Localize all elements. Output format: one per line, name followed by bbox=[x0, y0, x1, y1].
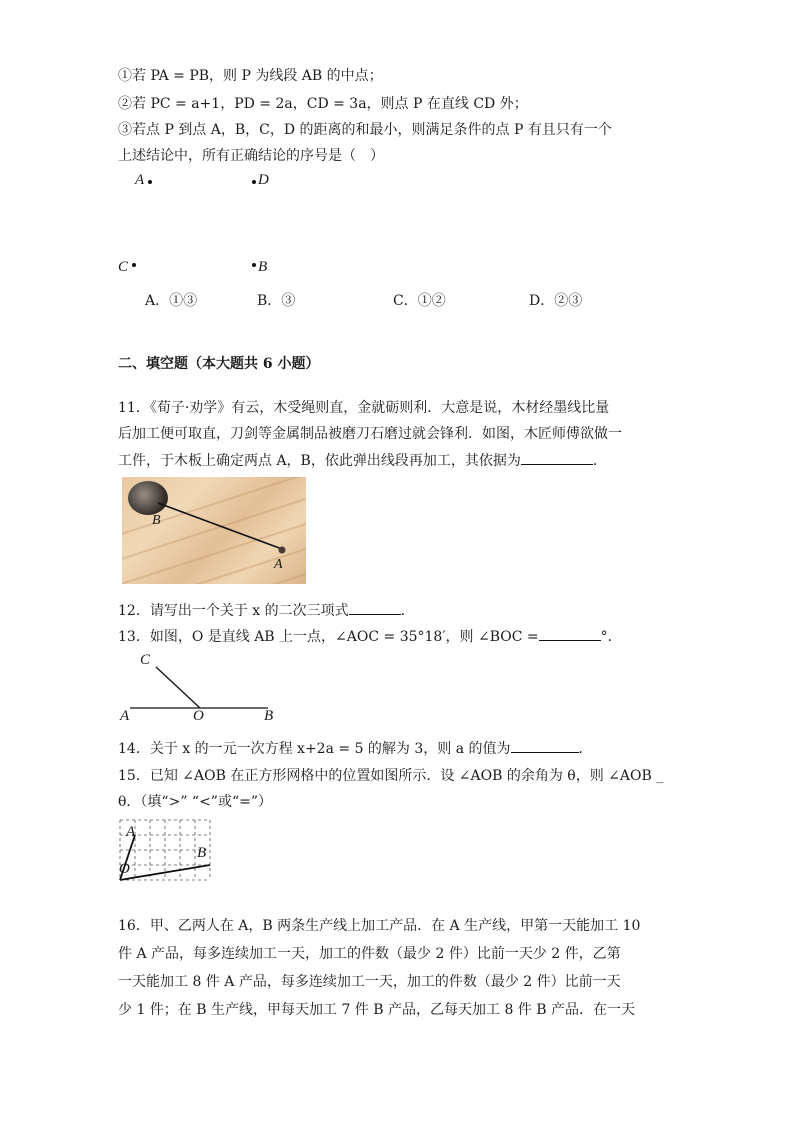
q14-line bbox=[118, 738, 593, 759]
point-label-c: C bbox=[118, 259, 129, 275]
section-heading: 二、填空题（本大题共 6 小题） bbox=[118, 356, 320, 372]
point-c-dot bbox=[132, 263, 136, 267]
q12-answer-blank[interactable] bbox=[349, 600, 401, 615]
q13-label-b: B bbox=[264, 708, 274, 724]
q12-text: 12．请写出一个关于 x 的二次三项式 bbox=[118, 603, 349, 619]
point-label-b: B bbox=[258, 259, 268, 275]
q11-line-3-end: ． bbox=[592, 453, 607, 469]
point-a-dot bbox=[148, 180, 152, 184]
q13-label-c: C bbox=[140, 652, 151, 668]
choice-d[interactable]: D．②③ bbox=[529, 293, 583, 309]
point-label-d: D bbox=[258, 172, 269, 188]
q11-answer-blank[interactable] bbox=[521, 450, 593, 465]
q10-question: 上述结论中，所有正确结论的序号是（ ） bbox=[118, 148, 384, 164]
q11-line-2: 后加工便可取直，刀剑等金属制品被磨刀石磨过就会锋利．如图，木匠师傅欲做一 bbox=[118, 426, 622, 442]
choice-b[interactable]: B．③ bbox=[257, 293, 296, 309]
q16-line-2: 件 A 产品，每多连续加工一天，加工的件数（最少 2 件）比前一天少 2 件，乙第 bbox=[118, 946, 621, 962]
q11-line-3 bbox=[118, 450, 607, 471]
q13-end: °． bbox=[600, 629, 622, 645]
q12-end: ． bbox=[400, 603, 415, 619]
q15-label-a: A bbox=[126, 824, 136, 840]
woodboard-photo bbox=[122, 477, 306, 584]
q16-line-4: 少 1 件；在 B 生产线，甲每天加工 7 件 B 产品，乙每天加工 8 件 B 产品．在一天 bbox=[118, 1002, 635, 1018]
q13-label-a: A bbox=[120, 708, 130, 724]
photo-label-a: A bbox=[274, 557, 283, 572]
q13-line bbox=[118, 626, 622, 647]
q10-statement-1: ①若 PA = PB，则 P 为线段 AB 的中点； bbox=[118, 68, 383, 84]
point-b-dot bbox=[252, 263, 256, 267]
q12-line bbox=[118, 600, 415, 621]
q13-text: 13．如图，O 是直线 AB 上一点，∠AOC = 35°18′，则 ∠BOC = bbox=[118, 629, 539, 645]
q11-line-1: 11．《荀子·劝学》有云，木受绳则直，金就砺则利．大意是说，木材经墨线比量 bbox=[118, 400, 610, 416]
q14-end: ． bbox=[578, 741, 593, 757]
q15-label-b: B bbox=[197, 845, 207, 861]
choice-c[interactable]: C．①② bbox=[393, 293, 446, 309]
q13-answer-blank[interactable] bbox=[539, 626, 601, 641]
q14-text: 14．关于 x 的一元一次方程 x+2a = 5 的解为 3，则 a 的值为 bbox=[118, 741, 511, 757]
choice-a[interactable]: A．①③ bbox=[145, 293, 198, 309]
photo-label-b: B bbox=[152, 513, 161, 528]
q16-line-3: 一天能加工 8 件 A 产品，每多连续加工一天，加工的件数（最少 2 件）比前一天 bbox=[118, 974, 621, 990]
q10-statement-2: ②若 PC = a+1，PD = 2a，CD = 3a，则点 P 在直线 CD 外； bbox=[118, 96, 528, 112]
point-d-dot bbox=[252, 180, 256, 184]
q15-label-o: O bbox=[119, 861, 130, 877]
q14-answer-blank[interactable] bbox=[511, 738, 579, 753]
q16-line-1: 16．甲、乙两人在 A，B 两条生产线上加工产品．在 A 生产线，甲第一天能加工 10 bbox=[118, 918, 641, 934]
q13-label-o: O bbox=[193, 708, 204, 724]
q15-line-2: θ．（填“>” “<”或“=”） bbox=[118, 794, 273, 810]
q10-statement-3: ③若点 P 到点 A，B，C，D 的距离的和最小，则满足条件的点 P 有且只有一个 bbox=[118, 122, 612, 138]
q11-line-3-text: 工件，于木板上确定两点 A，B，依此弹出线段再加工，其依据为 bbox=[118, 453, 521, 469]
point-label-a: A bbox=[135, 172, 145, 188]
q15-line-1: 15．已知 ∠AOB 在正方形网格中的位置如图所示．设 ∠AOB 的余角为 θ，则 ∠AOB _ bbox=[118, 768, 664, 784]
